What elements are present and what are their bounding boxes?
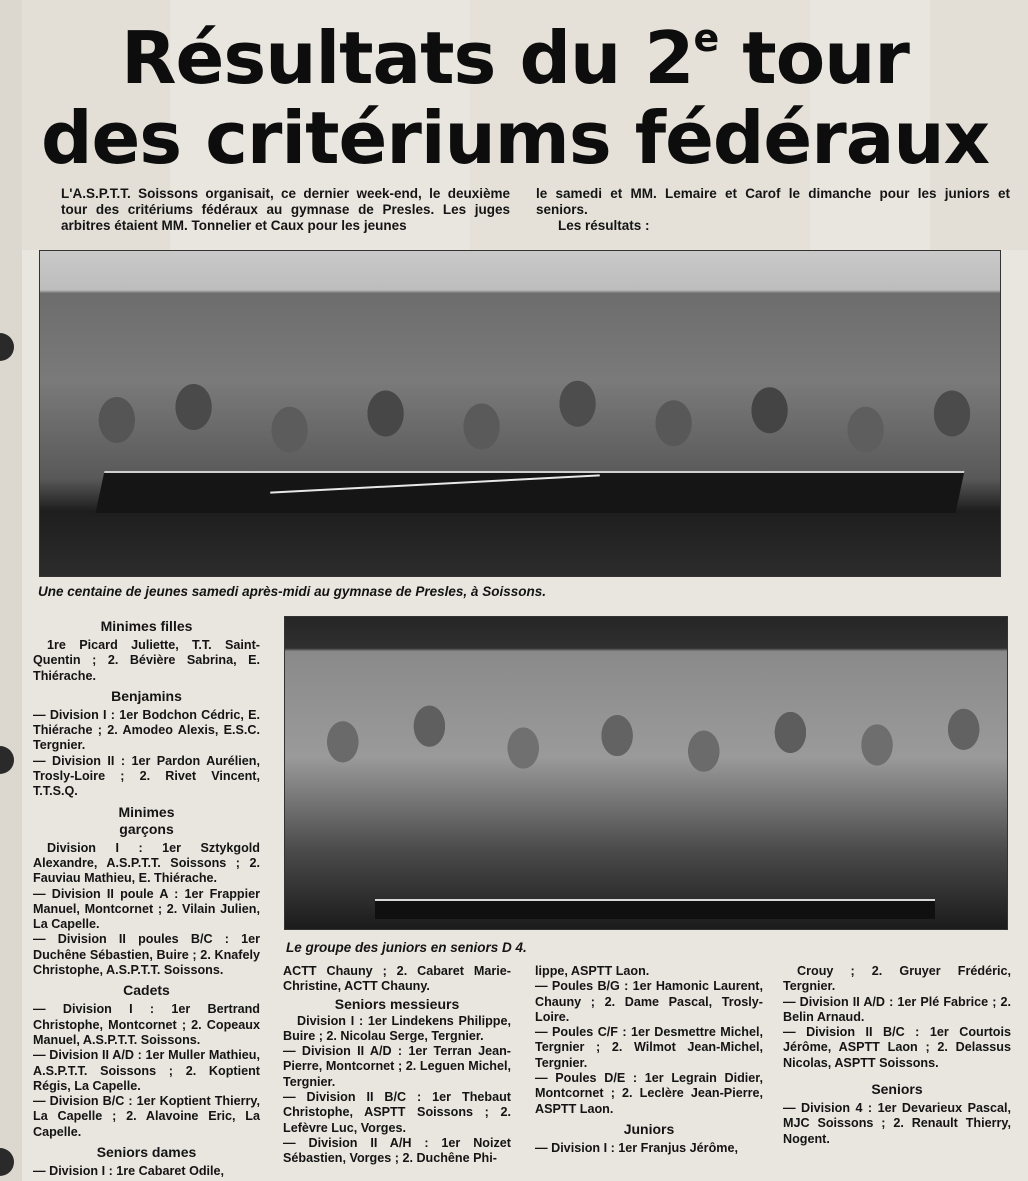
- heading-seniors-dames: Seniors dames: [96, 1144, 197, 1161]
- caption-photo2: Le groupe des juniors en seniors D 4.: [286, 940, 527, 955]
- headline-line1: Résultats du 2: [121, 16, 694, 100]
- heading-seniors-messieurs: Seniors messieurs: [334, 995, 460, 1012]
- result-benjamins-div2: — Division II : 1er Pardon Aurélien, Trosly-Loire ; 2. Rivet Vincent, T.T.S.Q.: [33, 753, 260, 799]
- heading-benjamins: Benjamins: [111, 687, 182, 704]
- heading-minimes-garcons-2: garçons: [119, 820, 174, 837]
- result-minimes-garcons-div1: Division I : 1er Sztykgold Alexandre, A.S.P.T.T. Soissons ; 2. Fauviau Mathieu, E. Thiérache.: [33, 840, 260, 886]
- result-seniors-messieurs-ah: — Division II A/H : 1er Noizet Sébastien, Vorges ; 2. Duchêne Phi-: [283, 1135, 511, 1166]
- result-minimes-filles: 1re Picard Juliette, T.T. Saint-Quentin ; 2. Bévière Sabrina, E. Thiérache.: [33, 638, 260, 683]
- intro-left: [61, 186, 510, 234]
- heading-minimes-garcons-1: Minimes: [118, 803, 175, 820]
- results-label: Les résultats :: [558, 218, 650, 233]
- result-seniors-dames-div1: — Division I : 1re Cabaret Odile,: [33, 1164, 225, 1179]
- result-juniors-bc: — Division II B/C : 1er Courtois Jérôme, ASPTT Laon ; 2. Delassus Nicolas, ASPTT Soissons.: [783, 1025, 1011, 1070]
- result-seniors-messieurs-div1: Division I : 1er Lindekens Philippe, Buire ; 2. Nicolau Serge, Tergnier.: [283, 1013, 511, 1043]
- heading-minimes-filles: Minimes filles: [100, 618, 193, 634]
- caption-photo1: Une centaine de jeunes samedi après-midi au gymnase de Presles, à Soissons.: [38, 584, 546, 599]
- result-seniors-div4: — Division 4 : 1er Devarieux Pascal, MJC Soissons ; 2. Renault Thierry, Nogent.: [783, 1101, 1011, 1146]
- heading-cadets: Cadets: [123, 982, 170, 999]
- result-juniors-ad: — Division II A/D : 1er Plé Fabrice ; 2. Belin Arnaud.: [783, 994, 1011, 1024]
- result-col3-cont: lippe, ASPTT Laon.: [535, 964, 650, 978]
- headline-sup: e: [693, 16, 719, 60]
- result-cadets-div2-ad: — Division II A/D : 1er Muller Mathieu, A.S.P.T.T. Soissons ; 2. Koptient Régis, La Capelle.: [33, 1048, 260, 1093]
- results-column-1: [33, 614, 260, 1179]
- intro-right-text: le samedi et MM. Lemaire et Carof le dimanche pour les juniors et seniors.: [536, 186, 1010, 217]
- heading-seniors: Seniors: [871, 1081, 923, 1098]
- photo-youth-group: [39, 250, 1001, 577]
- intro-right: [536, 186, 1010, 234]
- headline-line2: des critériums fédéraux: [40, 96, 990, 180]
- result-minimes-garcons-poule-a: — Division II poule A : 1er Frappier Manuel, Montcornet ; 2. Vilain Julien, La Capelle.: [33, 886, 260, 932]
- headline-line1-end: tour: [718, 16, 909, 100]
- result-cadets-div1: — Division I : 1er Bertrand Christophe, Montcornet ; 2. Copeaux Manuel, A.S.P.T.T. Soissons.: [33, 1002, 260, 1047]
- page-edge-left: [0, 0, 22, 1181]
- result-poules-cf: — Poules C/F : 1er Desmettre Michel, Tergnier ; 2. Wilmot Jean-Michel, Tergnier.: [535, 1025, 763, 1070]
- result-poules-bg: — Poules B/G : 1er Hamonic Laurent, Chauny ; 2. Dame Pascal, Trosly-Loire.: [535, 979, 763, 1024]
- photo-juniors-group: [284, 616, 1008, 930]
- result-juniors-cont: Crouy ; 2. Gruyer Frédéric, Tergnier.: [783, 964, 1011, 994]
- headline: [40, 18, 990, 178]
- results-column-2: [283, 964, 511, 1167]
- result-poules-de: — Poules D/E : 1er Legrain Didier, Montcornet ; 2. Leclère Jean-Pierre, ASPTT Laon.: [535, 1071, 763, 1116]
- heading-juniors: Juniors: [623, 1120, 675, 1137]
- result-seniors-messieurs-bc: — Division II B/C : 1er Thebaut Christophe, ASPTT Soissons ; 2. Lefèvre Luc, Vorges.: [283, 1090, 511, 1135]
- results-column-4: [783, 964, 1011, 1147]
- intro-left-text: L'A.S.P.T.T. Soissons organisait, ce dernier week-end, le deuxième tour des critériums fédéraux au gymnase de Presles. Les juges arbitres étaient MM. Tonnelier et Caux pour les jeunes: [61, 186, 510, 233]
- result-benjamins-div1: — Division I : 1er Bodchon Cédric, E. Thiérache ; 2. Amodeo Alexis, E.S.C. Tergnier.: [33, 707, 260, 753]
- result-seniors-messieurs-ad: — Division II A/D : 1er Terran Jean-Pierre, Montcornet ; 2. Leguen Michel, Tergnier.: [283, 1044, 511, 1089]
- result-cadets-bc: — Division B/C : 1er Koptient Thierry, La Capelle ; 2. Alavoine Eric, La Capelle.: [33, 1094, 260, 1139]
- ping-pong-table-2: [375, 899, 935, 919]
- heading-minimes-garcons: [33, 804, 260, 838]
- result-seniors-dames-cont: ACTT Chauny ; 2. Cabaret Marie-Christine, ACTT Chauny.: [283, 964, 511, 994]
- result-minimes-garcons-poules-bc: — Division II poules B/C : 1er Duchêne Sébastien, Buire ; 2. Knafely Christophe, A.S.P.T.T. Soissons.: [33, 932, 260, 978]
- result-juniors-div1: — Division I : 1er Franjus Jérôme,: [535, 1140, 738, 1155]
- results-column-3: [535, 964, 763, 1156]
